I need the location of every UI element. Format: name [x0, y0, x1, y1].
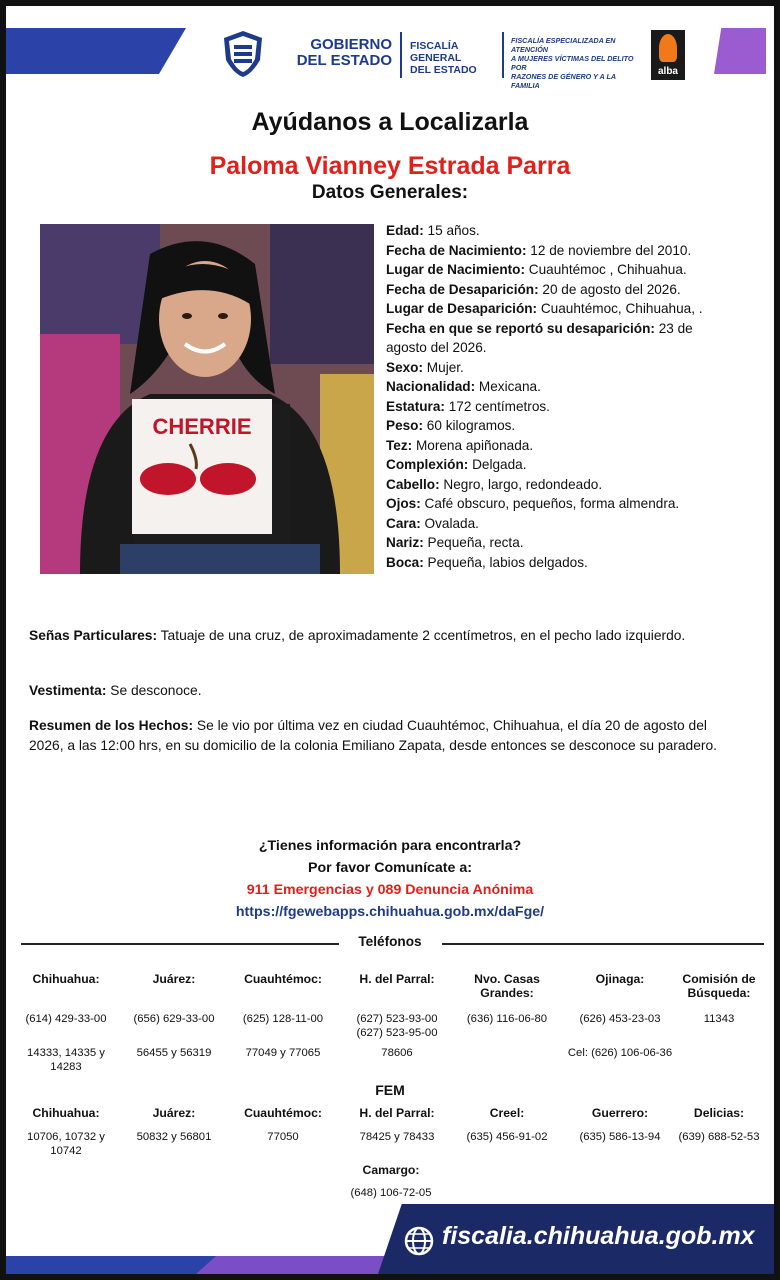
alba-logo-text: alba — [657, 66, 678, 77]
missing-person-poster — [6, 6, 774, 1274]
detail-label: Edad: — [386, 223, 424, 238]
detail-label: Cabello: — [386, 476, 440, 492]
emergency-numbers: 911 Emergencias y 089 Denuncia Anónima — [246, 882, 534, 898]
del-estado-line: DEL ESTADO — [296, 52, 392, 69]
detail-value: Mujer. — [423, 359, 464, 375]
divider — [502, 32, 504, 78]
phone-number-cell: (656) 629-33-00 — [133, 1013, 215, 1025]
extension-cell: 56455 y 56319 — [136, 1047, 212, 1059]
phone-number-cell: 11343 — [703, 1013, 735, 1025]
phone-column-header: Ojinaga: — [595, 972, 645, 986]
vestimenta — [29, 681, 729, 701]
gobierno-line: GOBIERNO — [310, 36, 392, 53]
globe-icon — [404, 1226, 434, 1256]
alba-logo — [651, 30, 685, 80]
fem-column-header: Creel: — [489, 1106, 525, 1120]
state-seal-icon — [222, 30, 264, 78]
detail-row — [386, 260, 726, 280]
detail-value: Morena apiñonada. — [412, 437, 534, 453]
extension-cell: Cel: (626) 106-06-36 — [567, 1047, 673, 1059]
phone-number-cell: (627) 523-93-00 (627) 523-95-00 — [356, 1013, 438, 1039]
telefonos-title: Teléfonos — [358, 934, 422, 949]
detail-row — [386, 299, 726, 319]
detail-row — [386, 221, 726, 241]
detail-row — [386, 358, 726, 378]
detail-row — [386, 553, 726, 573]
divider — [442, 943, 764, 945]
vestimenta-label: Vestimenta: — [29, 683, 107, 698]
resumen-label: Resumen de los Hechos: — [29, 718, 194, 733]
phone-column-header: Chihuahua: — [32, 972, 100, 986]
detail-label: Boca: — [386, 554, 424, 570]
senas-value: Tatuaje de una cruz, de aproximadamente 2 ccentímetros, en el pecho lado izquierdo. — [157, 628, 686, 643]
fem-column-header: H. del Parral: — [359, 1106, 435, 1120]
fge-line1: FISCALÍA GENERAL — [410, 40, 462, 64]
shirt-text: CHERRIE — [152, 414, 252, 439]
resumen-hechos — [29, 716, 729, 755]
fem-extension-cell: 77050 — [267, 1131, 299, 1143]
footer-purple-bar — [196, 1256, 396, 1274]
detail-row — [386, 455, 726, 475]
fem-column-header: Cuauhtémoc: — [244, 1106, 322, 1120]
detail-value: 12 de noviembre del 2010. — [526, 242, 692, 258]
detail-value: 60 kilogramos. — [423, 418, 516, 433]
detail-label: Fecha de Nacimiento: — [386, 242, 527, 258]
detail-value: Ovalada. — [420, 515, 479, 531]
detail-label: Nacionalidad: — [386, 379, 476, 394]
detail-value: Mexicana. — [475, 379, 541, 394]
detail-row — [386, 475, 726, 495]
phone-column-header: Juárez: — [152, 972, 196, 986]
fem-column-header: Delicias: — [693, 1106, 745, 1120]
detail-label: Ojos: — [386, 496, 421, 511]
detail-label: Fecha de Desaparición: — [386, 281, 539, 297]
contact-instruction: Por favor Comunícate a: — [308, 860, 472, 876]
detail-row — [386, 514, 726, 534]
fem-column-header: Guerrero: — [591, 1106, 649, 1120]
detail-value: Delgada. — [468, 457, 527, 472]
detail-value: Cuauhtémoc, Chihuahua, . — [537, 301, 703, 316]
fge-logo-text — [410, 40, 500, 76]
fem-logo-text — [511, 36, 643, 90]
detail-label: Lugar de Nacimiento: — [386, 262, 525, 277]
extension-cell: 77049 y 77065 — [245, 1047, 321, 1059]
header — [6, 26, 774, 90]
fem-extension-cell: (635) 586-13-94 — [579, 1131, 661, 1143]
detail-row — [386, 241, 726, 261]
phone-column-header: H. del Parral: — [359, 972, 435, 986]
detail-row — [386, 494, 726, 514]
fem-extension-cell: 10706, 10732 y 10742 — [27, 1131, 105, 1157]
detail-label: Sexo: — [386, 359, 424, 375]
detail-value: Pequeña, labios delgados. — [423, 554, 588, 570]
detail-row — [386, 280, 726, 300]
fem-extension-cell: (635) 456-91-02 — [466, 1131, 548, 1143]
detail-value: 172 centímetros. — [444, 398, 550, 414]
detail-label: Nariz: — [386, 535, 424, 550]
detail-row — [386, 533, 726, 553]
camargo-phone: (648) 106-72-05 — [350, 1187, 432, 1199]
fem-extension-cell: (639) 688-52-53 — [678, 1131, 760, 1143]
phone-column-header: Cuauhtémoc: — [244, 972, 322, 986]
person-name: Paloma Vianney Estrada Parra — [209, 152, 571, 180]
header-purple-bar — [714, 28, 766, 74]
phone-number-cell: (626) 453-23-03 — [579, 1013, 661, 1025]
detail-value: Negro, largo, redondeado. — [439, 476, 603, 492]
phone-number-cell: (636) 116-06-80 — [466, 1013, 548, 1025]
resumen-value: Se le vio por última vez en ciudad Cuauhtémoc, Chihuahua, el día 20 de agosto del 2026, a las 12:00 hrs, en su domicilio de la colonia Emiliano Zapata, desde entonces se desconoce su paradero. — [29, 718, 717, 753]
detail-value: Cuauhtémoc , Chihuahua. — [524, 262, 687, 277]
divider — [400, 32, 402, 78]
fem-line1: FISCALÍA ESPECIALIZADA EN ATENCIÓN — [511, 36, 616, 54]
phone-number-cell: (625) 128-11-00 — [242, 1013, 324, 1025]
senas-label: Señas Particulares: — [29, 628, 158, 643]
fem-line2: A MUJERES VÍCTIMAS DEL DELITO POR — [511, 54, 634, 72]
footer-blue-bar — [6, 1256, 216, 1274]
detail-row — [386, 436, 726, 456]
detail-label: Tez: — [386, 437, 413, 453]
section-title: Datos Generales: — [311, 182, 469, 203]
detail-value: 20 de agosto del 2026. — [538, 281, 681, 297]
detail-row — [386, 416, 726, 436]
phone-number-cell: (614) 429-33-00 — [25, 1013, 107, 1025]
detail-label: Lugar de Desaparición: — [386, 301, 538, 316]
fem-title: FEM — [375, 1082, 405, 1098]
detail-row — [386, 397, 726, 417]
fge-line2: DEL ESTADO — [410, 64, 477, 76]
detail-label: Estatura: — [386, 398, 445, 414]
extension-cell: 78606 — [381, 1047, 413, 1059]
fem-column-header: Juárez: — [152, 1106, 196, 1120]
phone-column-header: Nvo. Casas Grandes: — [474, 972, 540, 1000]
fem-line3: RAZONES DE GÉNERO Y A LA FAMILIA — [511, 72, 616, 90]
detail-row — [386, 377, 726, 397]
detail-label: Cara: — [386, 515, 421, 531]
senas-particulares — [29, 626, 729, 646]
vestimenta-value: Se desconoce. — [106, 683, 202, 698]
detail-value: Pequeña, recta. — [423, 535, 524, 550]
detail-value: 15 años. — [423, 223, 480, 238]
detail-label: Peso: — [386, 418, 424, 433]
person-photo — [40, 224, 374, 574]
footer-website-link[interactable]: fiscalia.chihuahua.gob.mx — [442, 1222, 755, 1250]
detail-label: Fecha en que se reportó su desaparición: — [386, 320, 655, 336]
contact-question: ¿Tienes información para encontrarla? — [258, 838, 522, 854]
phone-column-header: Comisión de Búsqueda: — [682, 972, 756, 1000]
gobierno-logo-text — [276, 37, 392, 69]
report-url-link[interactable]: https://fgewebapps.chihuahua.gob.mx/daFge/ — [235, 904, 545, 920]
fem-extension-cell: 78425 y 78433 — [359, 1131, 435, 1143]
flame-icon — [659, 34, 677, 62]
detail-value: Café obscuro, pequeños, forma almendra. — [420, 496, 680, 511]
camargo-label: Camargo: — [362, 1163, 420, 1177]
detail-value: 23 de agosto del 2026. — [386, 320, 693, 355]
extension-cell: 14333, 14335 y 14283 — [27, 1047, 105, 1073]
fem-extension-cell: 50832 y 56801 — [136, 1131, 212, 1143]
fem-column-header: Chihuahua: — [32, 1106, 100, 1120]
detail-row — [386, 319, 726, 358]
general-details-list — [386, 221, 726, 572]
header-blue-bar — [6, 28, 186, 74]
poster-title: Ayúdanos a Localizarla — [251, 108, 529, 136]
detail-label: Complexión: — [386, 457, 469, 472]
